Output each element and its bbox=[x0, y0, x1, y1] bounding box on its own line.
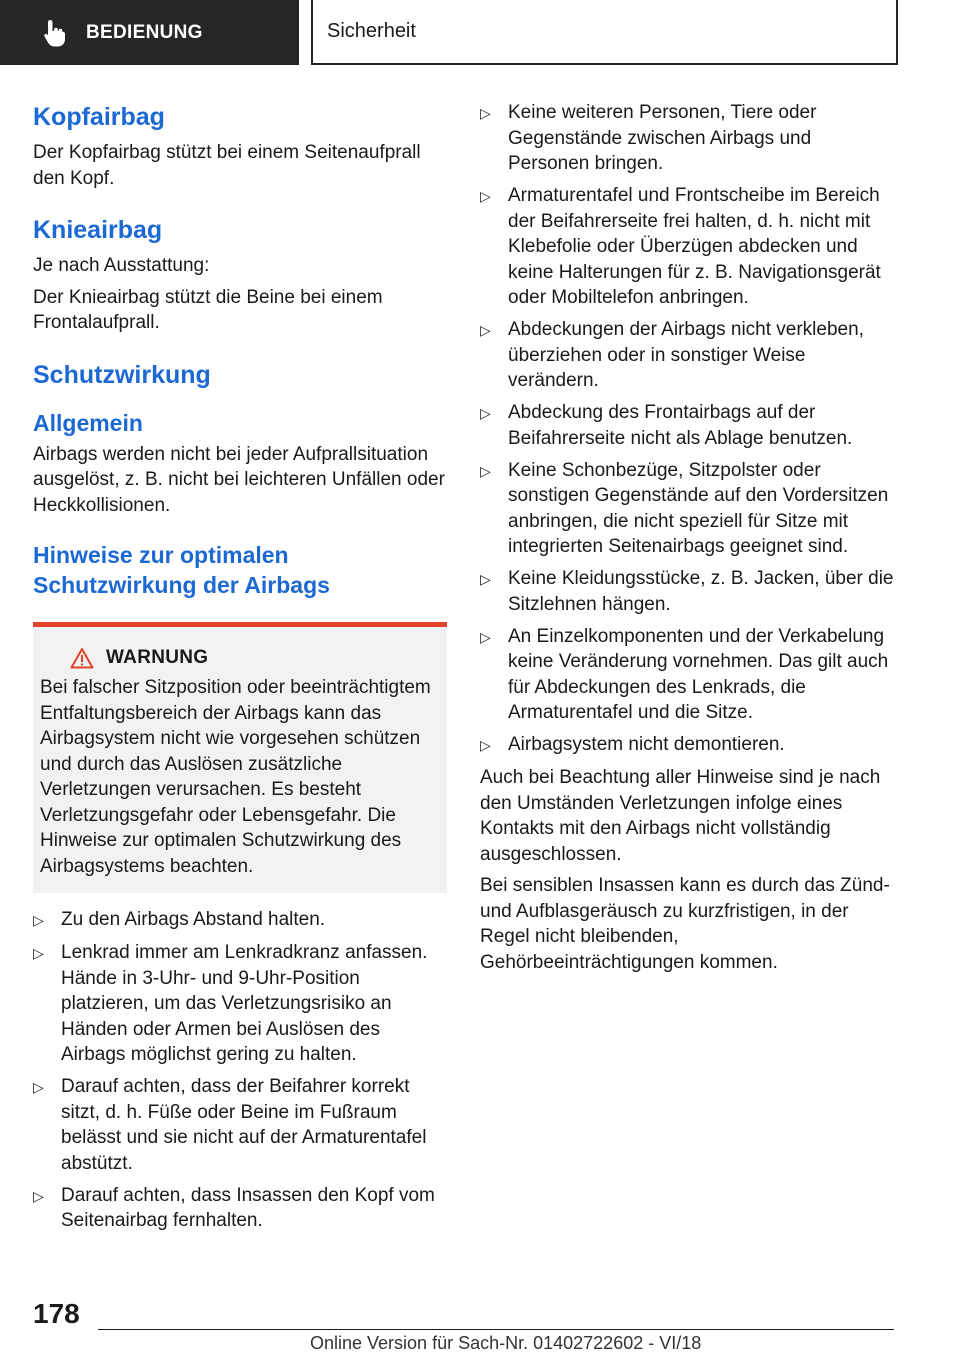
paragraph-gehoer: Bei sensiblen Insassen kann es durch das Zünd- und Aufblasgeräusch zu kurzfristigen, in der Regel nicht bleibenden, Gehörbeeinträchtigungen kommen. bbox=[480, 875, 890, 973]
chapter-label: Sicherheit bbox=[327, 20, 416, 42]
list-item: ▷ Keine Schonbezüge, Sitzpolster oder sonstigen Gegenstände auf den Vordersitzen anbringen, die nicht speziell für Sitze mit integrierten Seitenairbags geeignet sind. bbox=[480, 458, 896, 560]
triangle-bullet-icon: ▷ bbox=[480, 105, 491, 121]
heading-schutzwirkung: Schutzwirkung bbox=[33, 360, 211, 389]
paragraph-knieairbag: Der Knieairbag stützt die Beine bei einem Frontalaufprall. bbox=[33, 286, 383, 333]
warning-title: WARNUNG bbox=[106, 647, 209, 668]
paragraph-restrisiko: Auch bei Beachtung aller Hinweise sind je nach den Umständen Verletzungen infolge eines Kontakts mit den Airbags nicht vollständig ausgeschlossen. bbox=[480, 767, 881, 865]
heading-kopfairbag: Kopfairbag bbox=[33, 103, 165, 131]
chapter-tab bbox=[311, 0, 898, 65]
warning-box bbox=[33, 622, 447, 893]
paragraph-kopfairbag: Der Kopfairbag stützt bei einem Seitenaufprall den Kopf. bbox=[33, 142, 421, 189]
left-column bbox=[33, 100, 447, 1240]
online-version-note: Online Version für Sach-Nr. 01402722602 - VI/18 bbox=[310, 1333, 702, 1353]
paragraph-allgemein: Airbags werden nicht bei jeder Aufprallsituation ausgelöst, z. B. nicht bei leichteren Unfällen oder Heckkollisionen. bbox=[33, 443, 445, 516]
list-item: ▷ Zu den Airbags Abstand halten. bbox=[33, 907, 447, 934]
triangle-bullet-icon: ▷ bbox=[480, 405, 491, 421]
list-item: ▷ An Einzelkomponenten und der Verkabelung keine Veränderung vornehmen. Das gilt auch für Abdeckungen des Lenkrads, die Armaturentafel und die Sitze. bbox=[480, 624, 896, 726]
triangle-bullet-icon: ▷ bbox=[33, 912, 44, 928]
list-item: ▷ Lenkrad immer am Lenkradkranz anfassen. Hände in 3-Uhr- und 9-Uhr-Position platzieren, um das Verletzungsrisiko an Händen oder Armen bei Auslösen des Airbags möglichst gering zu halten. bbox=[33, 940, 447, 1068]
hinweise-list-right bbox=[480, 100, 896, 759]
list-item: ▷ Keine weiteren Personen, Tiere oder Gegenstände zwischen Airbags und Personen bringen. bbox=[480, 100, 896, 177]
list-item: ▷ Darauf achten, dass der Beifahrer korrekt sitzt, d. h. Füße oder Beine im Fußraum belässt und sie nicht auf der Armaturentafel abstützt. bbox=[33, 1074, 447, 1176]
triangle-bullet-icon: ▷ bbox=[480, 737, 491, 753]
warning-header bbox=[70, 647, 439, 669]
warning-triangle-icon bbox=[70, 647, 94, 669]
footer-divider bbox=[98, 1329, 894, 1330]
hinweise-list-left bbox=[33, 907, 447, 1234]
list-item: ▷ Keine Kleidungsstücke, z. B. Jacken, über die Sitzlehnen hängen. bbox=[480, 566, 896, 617]
list-item: ▷ Armaturentafel und Frontscheibe im Bereich der Beifahrerseite frei halten, d. h. nicht mit Klebefolie oder Überzügen abdecken und keine Halterungen für z. B. Navigationsgerät oder Mobiltelefon anbringen. bbox=[480, 183, 896, 311]
right-column bbox=[480, 100, 896, 981]
triangle-bullet-icon: ▷ bbox=[480, 462, 491, 479]
triangle-bullet-icon: ▷ bbox=[480, 188, 491, 204]
hand-pointer-icon bbox=[42, 18, 68, 48]
triangle-bullet-icon: ▷ bbox=[33, 1079, 44, 1095]
triangle-bullet-icon: ▷ bbox=[480, 571, 491, 587]
triangle-bullet-icon: ▷ bbox=[480, 322, 491, 338]
warning-text: Bei falscher Sitzposition oder beeinträchtigtem Entfaltungsbereich der Airbags kann das Airbagsystem nicht wie vorgesehen schützen und durch das Auslösen zusätzliche Verletzungen verursachen. Es besteht Verletzungsgefahr oder Lebensgefahr. Die Hinweise zur optimalen Schutzwirkung des Airbagsystems beachten. bbox=[40, 677, 431, 877]
section-label: BEDIENUNG bbox=[86, 21, 203, 43]
list-item: ▷ Abdeckung des Frontairbags auf der Beifahrerseite nicht als Ablage benutzen. bbox=[480, 400, 896, 451]
list-item: ▷ Darauf achten, dass Insassen den Kopf vom Seitenairbag fernhalten. bbox=[33, 1183, 447, 1234]
section-tab bbox=[0, 0, 299, 65]
page-number: 178 bbox=[33, 1298, 80, 1329]
triangle-bullet-icon: ▷ bbox=[33, 1187, 44, 1204]
list-item: ▷ Airbagsystem nicht demontieren. bbox=[480, 732, 896, 759]
list-item: ▷ Abdeckungen der Airbags nicht verkleben, überziehen oder in sonstiger Weise verändern. bbox=[480, 317, 896, 394]
heading-allgemein: Allgemein bbox=[33, 409, 143, 436]
triangle-bullet-icon: ▷ bbox=[480, 628, 491, 645]
triangle-bullet-icon: ▷ bbox=[33, 945, 44, 961]
paragraph-knie-ausstattung: Je nach Ausstattung: bbox=[33, 255, 210, 276]
heading-knieairbag: Knieairbag bbox=[33, 216, 163, 244]
heading-hinweise: Hinweise zur optimalen Schutzwirkung der Airbags bbox=[33, 542, 330, 598]
